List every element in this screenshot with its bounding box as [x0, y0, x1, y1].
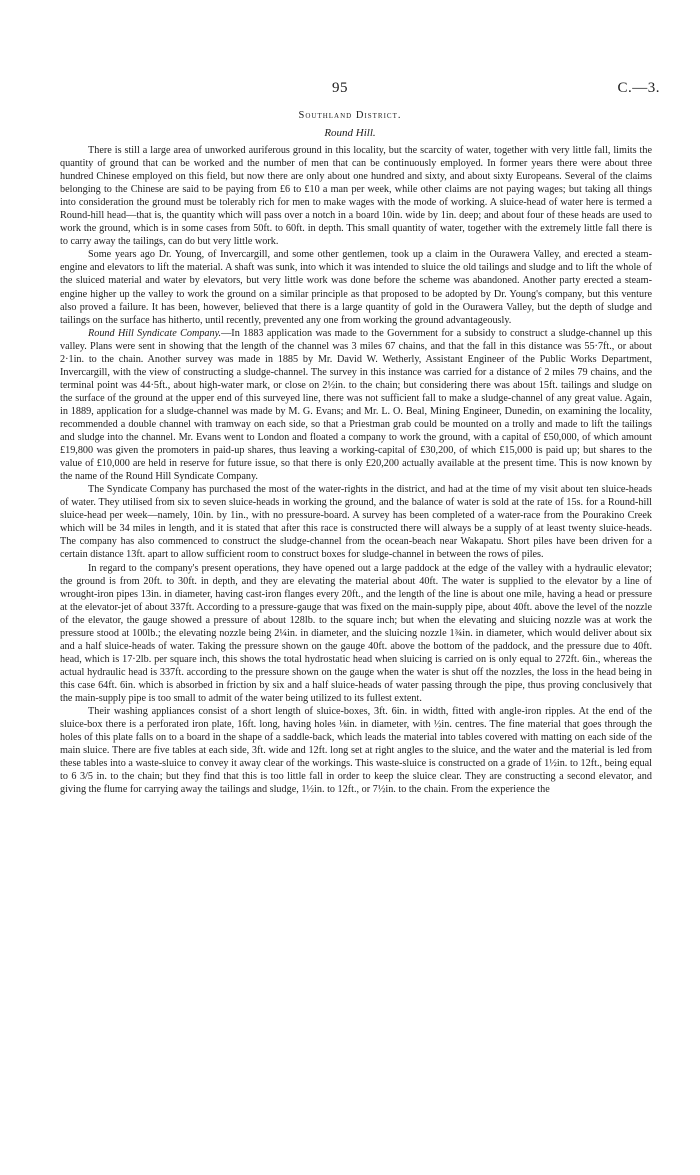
paragraph-3-lead: Round Hill Syndicate Company. — [88, 327, 222, 339]
paragraph-1: There is still a large area of unworked auriferous ground in this locality, but the scarcity of water, together with very little fall, limits the quantity of ground that can be worked and the number of men that can be continuously employed. In former years there were about three hundred Chinese employed on this field, but now there are only about one hundred and sixty, and about sixty Europeans. Several of the claims belonging to the Chinese are said to be paying from £6 to £10 a man per week, while other claims are not paying wages; but taking all things into consideration the ground must be tolerably rich for men to make wages with the mode of working. A sluice-head of water here is termed a Round-hill head—that is, the quantity which will pass over a notch in a board 10in. wide by 1in. deep; and about four of these heads are used to work the ground, which is in some cases from 50ft. to 60ft. in depth. This small quantity of water, together with the extremely little fall there is to carry away the tailings, can do but very little work. — [60, 145, 652, 248]
paragraph-5: In regard to the company's present operations, they have opened out a large paddock at the edge of the valley with a hydraulic elevator; the ground is from 20ft. to 30ft. in depth, and they are elevating the material about 40ft. The water is supplied to the elevator by a line of wrought-iron pipes 13in. in diameter, having cast-iron flanges every 20ft., and the length of the line is about one mile, having a head or pressure at the elevator-jet of about 337ft. According to a pressure-gauge that was fixed on the main-supply pipe, about 40ft. above the level of the nozzle of the elevator, the gauge showed a pressure of about 128lb. to the square inch; but when the elevating and sluicing nozzle was at work the pressure stood at 100lb.; the elevating nozzle being 2¼in. in diameter, and the sluicing nozzle 1¾in. in diameter, which would deliver about six and a half sluice-heads of water. Taking the pressure shown on the gauge 40ft. above the bottom of the paddock, and the pressure due to 40ft. head, which is 17·2lb. per square inch, this shows the total hydrostatic head when sluicing is carried on is only equal to 272ft. 6in., whereas the actual hydraulic head is 337ft. according to the pressure shown on the gauge when the water is shut off the nozzles, the loss in the head being in this case 64ft. 6in. which is absorbed in friction by six and a half sluice-heads of water passing through the pipe, thus proving conclusively that the main-supply pipe is too small to admit of the water being utilized to its fullest extent. — [60, 562, 652, 704]
paragraph-3 — [60, 327, 652, 484]
paragraph-2: Some years ago Dr. Young, of Invercargill, and some other gentlemen, took up a claim in the Ourawera Valley, and erected a steam-engine and elevators to lift the material. A shaft was sunk, into which it was intended to sluice the old tailings and sludge and to lift the whole of the sluiced material and water by elevators, but very little work was done before the scheme was abandoned. Another party erected a steam-engine higher up the valley to work the ground on a similar principle as that proposed to be adopted by Dr. Young's company, but this venture also proved a failure. It has been, however, believed that there is a large quantity of gold in the Ourawera Valley, but the depth of sludge and tailings on the surface has hitherto, until recently, prevented any one from working the ground advantageously. — [60, 249, 652, 326]
paragraph-6: Their washing appliances consist of a short length of sluice-boxes, 3ft. 6in. in width, fitted with angle-iron ripples. At the end of the sluice-box there is a perforated iron plate, 16ft. long, having holes ⅛in. in diameter, with ½in. centres. The fine material that goes through the holes of this plate falls on to a board in the shape of a saddle-back, which leads the material into tables covered with matting on each side of the main sluice. There are five tables at each side, 3ft. wide and 12ft. long set at right angles to the sluice, and the water and the material is led from these tables into a waste-sluice to convey it away clear of the workings. This waste-sluice is constructed on a grade of 1½in. to 12ft., being equal to 6 3/5 in. to the chain; but they find that this is too little fall in order to keep the sluice clear. They are constructing a second elevator, and giving the flume for carrying away the tailings and sludge, 1½in. to 12ft., or 7½in. to the chain. From the experience the — [60, 706, 652, 796]
section-subheading: Round Hill. — [324, 127, 376, 139]
document-reference: C.—3. — [617, 80, 660, 96]
paragraph-3-text: —In 1883 application was made to the Government for a subsidy to construct a sludge-channel up this valley. Plans were sent in showing that the length of the channel was 3 miles 67 chains, and that the fall in this distance was 55·7ft., or about 2·1in. to the chain. Another survey was made in 1885 by Mr. David W. Wetherly, Assistant Engineer of the Public Works Department, Invercargill, with the view of constructing a sludge-channel. The survey in this instance was carried for a distance of 2 miles 79 chains, and the terminal point was 44·5ft., about high-water mark, or close on 2½in. to the chain; but considering there was about 15ft. tailings and sludge on the surface of the ground at the upper end of this surveyed line, there was not sufficient fall to make a sludge-channel of any great value. Again, in 1889, application for a sludge-channel was made by M. G. Evans; and Mr. L. O. Beal, Mining Engineer, Dunedin, on examining the locality, recommended a double channel with tramway on each side, so that a Priestman grab could be mounted on a trolly and made to lift the tailings and sludge into the channel. Mr. Evans went to London and floated a company to work the ground, with a capital of £50,000, of which amount £19,800 was given the promoters in paid-up shares, thus leaving a working-capital of £30,200, of which £15,000 is paid up; but shares to the value of £10,000 are held in reserve for future issue, so that there is only £20,200 actually available at the present time. This is now known by the name of the Round Hill Syndicate Company. — [60, 327, 652, 483]
page-number: 95 — [332, 80, 348, 96]
section-heading: Southland District. — [298, 110, 402, 121]
paragraph-4: The Syndicate Company has purchased the most of the water-rights in the district, and had at the time of my visit about ten sluice-heads of water. They utilised from six to seven sluice-heads in working the ground, and the balance of water is sold at the rate of 15s. for a Round-hill sluice-head per week—namely, 10in. by 1in., with no pressure-board. A survey has been completed of a water-race from the Pourakino Creek which will be 34 miles in length, and it is stated that after this race is constructed there will always be a supply of at least twenty sluice-heads. The company has also commenced to construct the sludge-channel from the ocean-beach near Wakapatu. Short piles have been driven for a certain distance 13ft. apart to allow sufficient room to construct boxes for sludge-channel in between the rows of piles. — [60, 484, 652, 561]
body-text — [60, 144, 652, 796]
